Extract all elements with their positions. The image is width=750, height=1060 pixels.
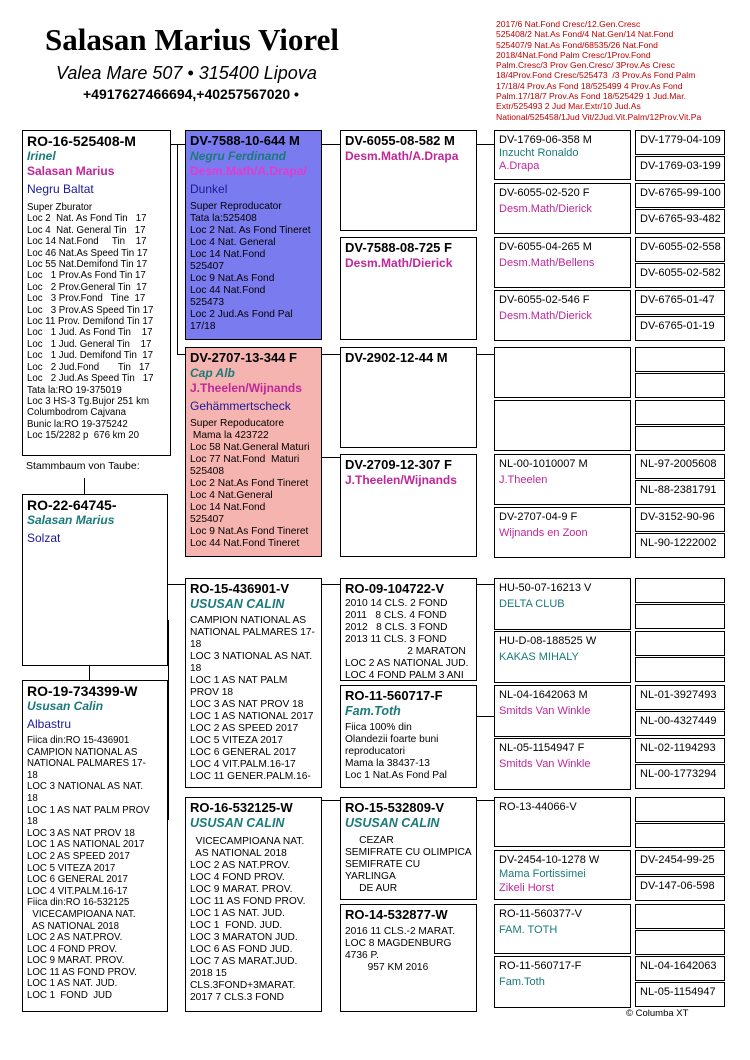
owner-address: Valea Mare 507 • 315400 Lipova [56,63,317,83]
sire-color: Dunkel [190,182,228,196]
sibling-dam-sire-breeder: USUSAN CALIN [345,816,440,830]
subject-details: Super Zburator Loc 2 Nat. As Fond Tin 17 Loc 4 Nat. General Tin 17 Loc 14 Nat.Fond Tin 17 Loc 46 Nat.As Speed Tin 17 Loc 55 Nat.Demifond Tin 17 Loc 1 Prov.As Fond Tin 17 Loc 2 Prov.General Tin 17 Loc 3 Prov.Fond Tine 17 Loc 3 Prov.AS Speed Tin 17 Loc 11 Prov. Demifond Tin 17 Loc 1 Jud. As Fond Tin 17 Loc 1 Jud. General Tin 17 Loc 1 Jud. Demifond Tin 17 Loc 2 Jud.Fond Tin 17 Loc 2 Jud.As Speed Tin 17 Tata la:RO 19-375019 Loc 3 HS-3 Tg.Bujor 251 km Columbodrom Cajvana Bunic la:RO 19-375242 Loc 15/2282 p 676 km 20 [27,202,154,442]
subject-color: Negru Baltat [27,182,94,196]
gen4-e-breeder: J.Theelen [499,474,548,486]
sibling-gen5-card-4[interactable] [635,764,725,789]
sibling-sire-breeder: USUSAN CALIN [190,597,285,611]
gen4-card-e[interactable] [494,454,631,505]
sibling-sire-sire-card[interactable] [340,578,477,681]
gen5-card-5[interactable] [635,237,725,262]
gen4-c-ring: DV-6055-04-265 M [499,241,592,253]
sire-details: Super Reproducator Tata la:525408 Loc 2 Nat. As Fond Tineret Loc 4 Nat. General Loc 14 Nat.Fond 525407 Loc 9 Nat.As Fond Loc 44 Nat.Fond 525473 Loc 2 Jud.As Fond Pal 17/18 [190,201,311,332]
gen5-ring-5: DV-6055-02-558 [640,241,721,253]
sibling-gen5-card-7[interactable] [635,956,725,981]
pedigree-caption: Stammbaum von Taube: [26,460,140,472]
sibling-gen4-card-d[interactable] [494,738,631,790]
sibling-gen5-card-5[interactable] [635,850,725,875]
sire-dam-breeder: Desm.Math/Dierick [345,256,453,270]
sibling-gen4-b-breeder: KAKAS MIHALY [499,651,579,663]
gen5-card-10[interactable] [635,480,725,505]
sibling2-color: Albastru [27,717,72,731]
gen4-card-d[interactable] [494,290,631,341]
gen4-card-b[interactable] [494,183,631,234]
sire-dam-ring: DV-7588-08-725 F [345,240,452,255]
gen4-card-c[interactable] [494,237,631,288]
sibling-gen4-d-ring: NL-05-1154947 F [499,742,585,754]
owner-name: Salasan Marius Viorel [45,22,339,57]
sibling-gen4-f-breeder: Zikeli Horst [499,882,555,894]
sibling-gen5-card-6[interactable] [635,876,725,901]
sibling-gen4-a-ring: HU-50-07-16213 V [499,582,592,594]
sibling-sire-card[interactable] [185,578,322,788]
dam-card[interactable] [185,347,322,557]
sibling-sire-sire-ring: RO-09-104722-V [345,581,444,596]
sibling-gen5-ring-7: NL-04-1642063 [640,960,717,972]
dam-sire-card[interactable] [340,347,477,448]
sibling-gen4-card-h[interactable] [494,956,631,1008]
gen4-b-breeder: Desm.Math/Dierick [499,203,592,215]
gen4-card-a[interactable] [494,130,631,180]
gen5-card-7[interactable] [635,290,725,315]
gen4-a-breeder: A.Drapa [499,160,540,172]
dam-details: Super Repoducatore Mama la 423722 Loc 58 Nat.General Maturi Loc 77 Nat.Fond Maturi 525408 Loc 2 Nat.As Fond Tineret Loc 4 Nat.General Loc 14 Nat.Fond 525407 Loc 9 Nat.As Fond Tineret Loc 44 Nat.Fond Tineret [190,418,310,549]
sibling-gen4-f-ring: DV-2454-10-1278 W [499,854,600,866]
sibling-gen5-ring-6: DV-147-06-598 [640,880,715,892]
sibling-gen4-e-ring: RO-13-44066-V [499,801,577,813]
gen5-card-4[interactable] [635,209,725,234]
sibling-sire-dam-details: Fiica 100% din Olandezii foarte buni reproducatori Mama la 38437-13 Loc 1 Nat.As Fond Pal [345,722,447,781]
gen5-card-empty-3[interactable] [635,400,725,425]
sibling-gen5-ring-2: NL-00-4327449 [640,715,717,727]
sibling-sire-dam-ring: RO-11-560717-F [345,688,443,703]
sibling1-color: Solzat [27,531,61,545]
sibling-dam-sire-details: CEZAR SEMIFRATE CU OLIMPICA SEMIFRATE CU YARLINGA DE AUR [345,835,472,894]
sire-card[interactable] [185,130,322,340]
sibling-gen5-card-1[interactable] [635,685,725,710]
gen5-card-empty-1[interactable] [635,347,725,372]
sire-breeder: Desm.Math/A.Drapa/ [190,164,307,178]
gen5-card-2[interactable] [635,156,725,181]
sibling1-breeder: Salasan Marius [27,513,115,527]
sibling-gen5-ring-1: NL-01-3927493 [640,689,717,701]
sibling-sire-details: CAMPION NATIONAL AS NATIONAL PALMARES 17- 18 LOC 3 NATIONAL AS NAT. 18 LOC 1 AS NAT PALM PROV 18 LOC 3 AS NAT PROV 18 LOC 1 AS NATIONAL 2017 LOC 2 AS SPEED 2017 LOC 5 VITEZA 2017 LOC 6 GENERAL 2017 LOC 4 VIT.PALM.16-17 LOC 11 GENER.PALM.16- [190,615,315,782]
gen4-a-name: Inzucht Ronaldo [499,147,579,159]
sibling-gen4-h-breeder: Fam.Toth [499,976,545,988]
gen4-d-breeder: Desm.Math/Dierick [499,310,592,322]
sibling-gen4-card-f[interactable] [494,850,631,900]
sire-sire-card[interactable] [340,130,477,231]
sire-sire-ring: DV-6055-08-582 M [345,133,455,148]
gen5-card-8[interactable] [635,316,725,341]
subject-card[interactable] [22,130,171,456]
gen4-d-ring: DV-6055-02-546 F [499,294,590,306]
sibling-gen4-g-breeder: FAM. TOTH [499,924,558,936]
sibling-gen4-card-c[interactable] [494,685,631,737]
dam-breeder: J.Theelen/Wijnands [190,381,302,395]
gen5-ring-3: DV-6765-99-100 [640,187,721,199]
dam-name: Cap Alb [190,366,235,380]
sibling-gen5-card-8[interactable] [635,982,725,1007]
gen4-card-empty-1[interactable] [494,347,631,398]
sibling-gen5-card-empty-2[interactable] [635,604,725,629]
sibling-dam-sire-ring: RO-15-532809-V [345,800,444,815]
gen5-card-12[interactable] [635,533,725,558]
sibling-gen5-card-empty-3[interactable] [635,631,725,656]
sibling-gen5-card-empty-5[interactable] [635,797,725,822]
sibling-gen5-card-empty-6[interactable] [635,823,725,848]
gen5-ring-10: NL-88-2381791 [640,484,717,496]
sibling-dam-sire-card[interactable] [340,797,477,900]
dam-dam-ring: DV-2709-12-307 F [345,457,452,472]
subject-name: Irinel [27,149,56,163]
sibling-gen4-b-ring: HU-D-08-188525 W [499,635,597,647]
sibling-gen4-a-breeder: DELTA CLUB [499,598,565,610]
sibling2-details: Fiica din:RO 15-436901 CAMPION NATIONAL AS NATIONAL PALMARES 17- 18 LOC 3 NATIONAL AS NAT. 18 LOC 1 AS NAT PALM PROV 18 LOC 3 AS NAT PROV 18 LOC 1 AS NATIONAL 2017 LOC 2 AS SPEED 2017 LOC 5 VITEZA 2017 LOC 6 GENERAL 2017 LOC 4 VIT.PALM.16-17 Fiica din:RO 16-532125 VICECAMPIOANA NAT. AS NATIONAL 2018 LOC 2 AS NAT.PROV. LOC 4 FOND PROV. LOC 9 MARAT. PROV. LOC 11 AS FOND PROV. LOC 1 AS NAT. JUD. LOC 1 FOND JUD [27,735,150,1002]
sibling-gen4-c-ring: NL-04-1642063 M [499,689,588,701]
sibling-dam-details: VICECAMPIOANA NAT. AS NATIONAL 2018 LOC 2 AS NAT.PROV. LOC 4 FOND PROV. LOC 9 MARAT. PROV. LOC 11 AS FOND PROV. LOC 1 AS NAT. JUD. LOC 1 FOND. JUD. LOC 3 MARATON JUD. LOC 6 AS FOND JUD. LOC 7 AS MARAT.JUD. 2018 15 CLS.3FOND+3MARAT. 2017 7 CLS.3 FOND [190,836,306,1003]
gen4-e-ring: NL-00-1010007 M [499,458,588,470]
sire-ring: DV-7588-10-644 M [190,133,300,148]
gen4-card-empty-2[interactable] [494,400,631,451]
sibling-gen5-card-2[interactable] [635,711,725,736]
gen5-ring-8: DV-6765-01-19 [640,320,715,332]
sibling-gen4-card-b[interactable] [494,631,631,683]
gen5-card-empty-4[interactable] [635,426,725,451]
gen5-ring-7: DV-6765-01-47 [640,294,715,306]
sibling-gen4-h-ring: RO-11-560717-F [499,960,582,972]
sibling-gen4-f-name: Mama Fortissimei [499,868,586,880]
sibling-gen5-ring-5: DV-2454-99-25 [640,854,715,866]
gen5-card-empty-2[interactable] [635,373,725,398]
sibling-dam-dam-card[interactable] [340,904,477,1012]
gen4-c-breeder: Desm.Math/Bellens [499,257,595,269]
sire-sire-breeder: Desm.Math/A.Drapa [345,149,459,163]
sibling2-ring: RO-19-734399-W [27,683,138,699]
subject-breeder: Salasan Marius [27,164,115,178]
sibling-sire-ring: RO-15-436901-V [190,581,289,596]
gen5-ring-1: DV-1779-04-109 [640,134,721,146]
sibling1-card[interactable] [22,494,168,666]
sire-dam-card[interactable] [340,237,477,340]
gen5-card-11[interactable] [635,507,725,532]
dam-dam-card[interactable] [340,454,477,557]
sibling-dam-breeder: USUSAN CALIN [190,816,285,830]
gen5-card-9[interactable] [635,454,725,479]
sibling-gen4-card-e[interactable] [494,797,631,847]
gen5-ring-6: DV-6055-02-582 [640,267,721,279]
gen4-a-ring: DV-1769-06-358 M [499,134,592,146]
sire-name: Negru Ferdinand [190,149,287,163]
sibling2-name: Ususan Calin [27,699,104,713]
sibling-sire-dam-breeder: Fam.Toth [345,704,401,718]
sibling-gen5-card-3[interactable] [635,738,725,763]
dam-ring: DV-2707-13-344 F [190,350,297,365]
sibling-gen4-card-g[interactable] [494,904,631,954]
sibling-gen4-c-breeder: Smitds Van Winkle [499,705,591,717]
sibling-gen4-card-a[interactable] [494,578,631,630]
sibling-gen5-ring-3: NL-02-1194293 [640,742,716,754]
gen5-ring-12: NL-90-1222002 [640,537,717,549]
gen5-ring-9: NL-97-2005608 [640,458,717,470]
sibling2-card[interactable] [22,680,168,1012]
sibling-gen5-card-empty-1[interactable] [635,578,725,603]
gen5-card-3[interactable] [635,183,725,208]
gen4-card-f[interactable] [494,507,631,558]
gen4-b-ring: DV-6055-02-520 F [499,187,590,199]
sibling-gen5-card-empty-7[interactable] [635,904,725,929]
sibling-dam-dam-ring: RO-14-532877-W [345,907,448,922]
sibling-dam-dam-details: 2016 11 CLS.-2 MARAT. LOC 8 MAGDENBURG 4736 P. 957 KM 2016 [345,926,456,973]
sibling-gen5-ring-8: NL-05-1154947 [640,986,716,998]
sibling-gen5-card-empty-8[interactable] [635,930,725,955]
sibling-gen4-g-ring: RO-11-560377-V [499,908,582,920]
gen5-card-6[interactable] [635,263,725,288]
dam-sire-ring: DV-2902-12-44 M [345,350,448,365]
owner-phone: +4917627466694,+40257567020 • [83,86,299,102]
results-summary: 2017/6 Nat.Fond Cresc/12.Gen.Cresc 525408/2 Nat.As Fond/4 Nat.Gen/14 Nat.Fond 525407/9 Nat.As Fond/68535/26 Nat.Fond 2018/4Nat.Fond Palm Cresc/1Prov.Fond Palm.Cresc/3 Prov Gen.Cresc/ 3Prov.As Cresc 18/4Prov.Fond Cresc/525473 /3 Prov.As Fond Palm 17/18/4 Prov.As Fond 18/525499 4 Prov.As Fond Palm.17/18/7 Prov.As Fond 18/525429 1 Jud.Mar. Extr/525493 2 Jud Mar.Extr/10 Jud.As National/525458/1Jud Vit/2Jud.Vit.Palm/12Prov.Vit.Pa [496,19,702,122]
sibling-gen5-card-empty-4[interactable] [635,657,725,682]
gen5-ring-2: DV-1769-03-199 [640,160,721,172]
subject-ring: RO-16-525408-M [27,133,136,149]
gen5-ring-4: DV-6765-93-482 [640,213,721,225]
sibling-dam-card[interactable] [185,797,322,1012]
copyright: © Columba XT [626,1008,689,1019]
sibling1-ring: RO-22-64745- [27,497,117,513]
sibling-gen5-ring-4: NL-00-1773294 [640,768,717,780]
sibling-gen4-d-breeder: Smitds Van Winkle [499,758,591,770]
gen4-f-ring: DV-2707-04-9 F [499,511,578,523]
sibling-sire-sire-details: 2010 14 CLS. 2 FOND 2011 8 CLS. 4 FOND 2012 8 CLS. 3 FOND 2013 11 CLS. 3 FOND 2 MARATON LOC 2 AS NATIONAL JUD. LOC 4 FOND PALM 3 ANI [345,598,469,681]
dam-dam-breeder: J.Theelen/Wijnands [345,473,457,487]
gen5-card-1[interactable] [635,130,725,155]
sibling-dam-ring: RO-16-532125-W [190,800,293,815]
gen4-f-breeder: Wijnands en Zoon [499,527,588,539]
gen5-ring-11: DV-3152-90-96 [640,511,715,523]
dam-color: Gehämmertscheck [190,399,291,413]
sibling-sire-dam-card[interactable] [340,685,477,788]
